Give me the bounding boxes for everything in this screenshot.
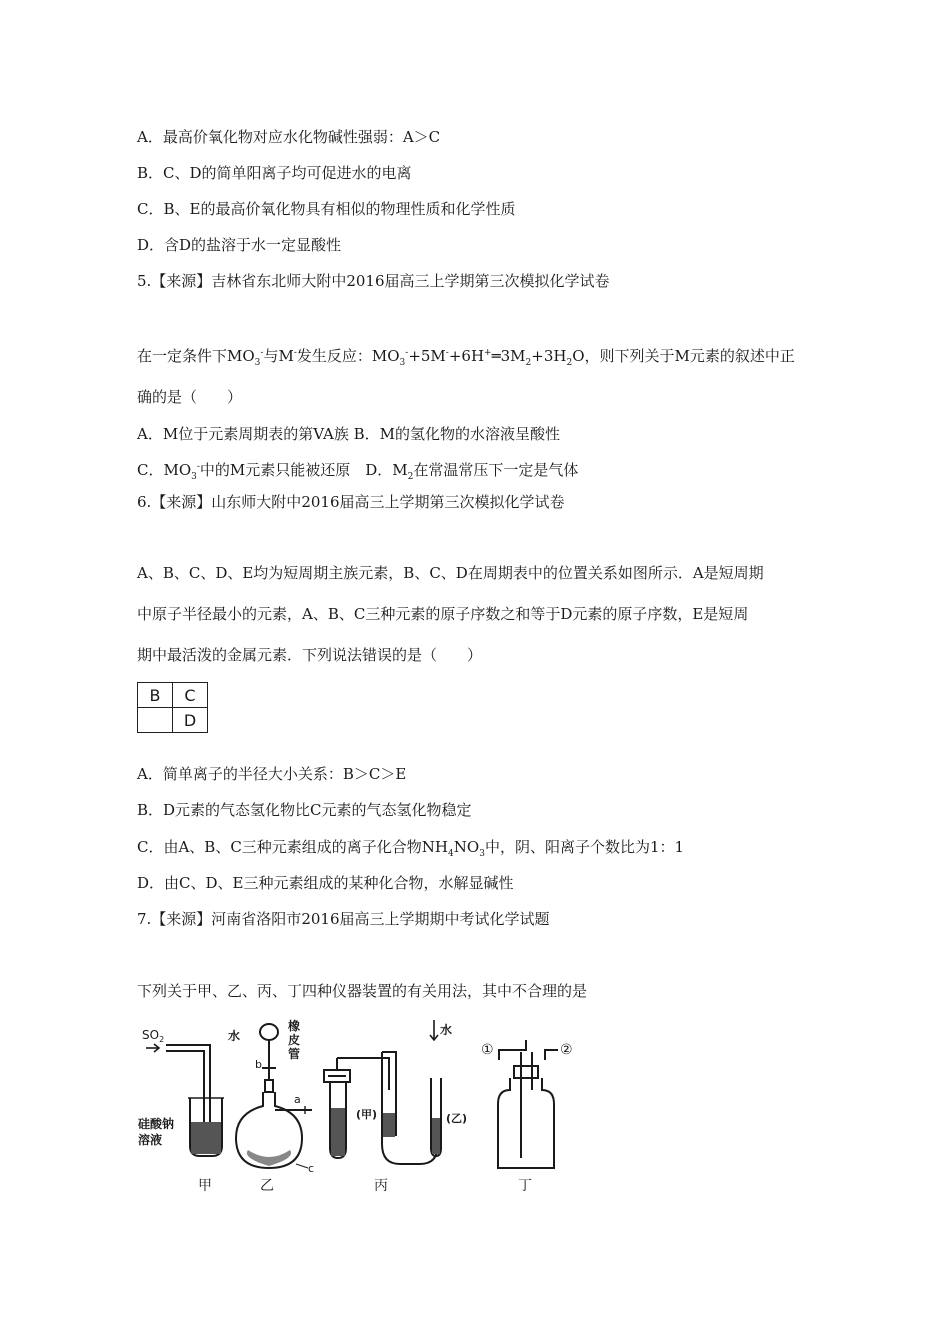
table-cell-b: B (138, 683, 173, 708)
caption-bing: 丙 (374, 1178, 388, 1194)
table-cell-d: D (173, 708, 208, 733)
q4-option-b: B．C、D的简单阳离子均可促进水的电离 (137, 164, 412, 182)
q6-option-c: C．由A、B、C三种元素组成的离子化合物$NH_4NO_3$中，阴、阳离子个数比为1：1 (137, 838, 685, 859)
q4-option-c: C．B、E的最高价氧化物具有相似的物理性质和化学性质 (137, 200, 516, 218)
label-jia-tube: (甲) (356, 1108, 378, 1121)
q5-options-cd: C．$MO_3^-$中的M元素只能被还原 D．$M_2$在常温常压下一定是气体 (137, 461, 579, 482)
caption-ding: 丁 (518, 1178, 532, 1194)
table-cell-empty (138, 708, 173, 733)
label-port-1: ① (481, 1042, 494, 1058)
label-solution-1: 硅酸钠 (138, 1117, 175, 1131)
q6-stem-line3: 期中最活泼的金属元素．下列说法错误的是（ ） (137, 646, 483, 664)
label-yi-tube: (乙) (446, 1112, 468, 1125)
q5-options-ab: A．M位于元素周期表的第VA族 B．M的氢化物的水溶液呈酸性 (137, 425, 560, 443)
periodic-position-table (137, 682, 208, 733)
q7-stem: 下列关于甲、乙、丙、丁四种仪器装置的有关用法，其中不合理的是 (137, 982, 588, 1000)
q6-option-d: D．由C、D、E三种元素组成的某种化合物，水解显碱性 (137, 874, 514, 892)
table-cell-c: C (173, 683, 208, 708)
q5-stem-line1: 在一定条件下$MO_3^-$与M-发生反应：$MO_3^-+5M^-+6H^+═3M_2+3H_2O$，则下列关于M元素的叙述中正 (137, 347, 795, 368)
caption-jia: 甲 (198, 1178, 212, 1194)
label-water-yi: 水 (228, 1029, 241, 1043)
label-so2: $SO_2$ (142, 1028, 165, 1044)
label-rubber-2: 皮 (288, 1033, 301, 1047)
label-solution-2: 溶液 (138, 1133, 163, 1147)
q7-source: 7.【来源】河南省洛阳市2016届高三上学期期中考试化学试题 (137, 910, 550, 928)
q6-option-b: B．D元素的气态氢化物比C元素的气态氢化物稳定 (137, 801, 472, 819)
q4-option-a: A．最高价氧化物对应水化物碱性强弱：A＞C (137, 128, 441, 146)
q6-source: 6.【来源】山东师大附中2016届高三上学期第三次模拟化学试卷 (137, 493, 565, 511)
label-c: c (308, 1162, 315, 1175)
label-port-2: ② (560, 1042, 573, 1058)
label-rubber-3: 管 (288, 1047, 301, 1061)
label-a: a (294, 1093, 301, 1106)
q6-stem-line1: A、B、C、D、E均为短周期主族元素，B、C、D在周期表中的位置关系如图所示．A是短周期 (137, 564, 764, 582)
q5-source: 5.【来源】吉林省东北师大附中2016届高三上学期第三次模拟化学试卷 (137, 272, 610, 290)
caption-yi: 乙 (260, 1178, 274, 1194)
label-water-bing: 水 (440, 1023, 453, 1037)
q6-stem-line2: 中原子半径最小的元素，A、B、C三种元素的原子序数之和等于D元素的原子序数，E是短周 (137, 605, 749, 623)
apparatus-figure (136, 1018, 606, 1198)
label-b: b (255, 1058, 262, 1071)
label-rubber-1: 橡 (288, 1019, 301, 1033)
q4-option-d: D．含D的盐溶于水一定显酸性 (137, 236, 342, 254)
q6-option-a: A．简单离子的半径大小关系：B＞C＞E (137, 765, 407, 783)
q5-stem-line2: 确的是（ ） (137, 388, 243, 406)
